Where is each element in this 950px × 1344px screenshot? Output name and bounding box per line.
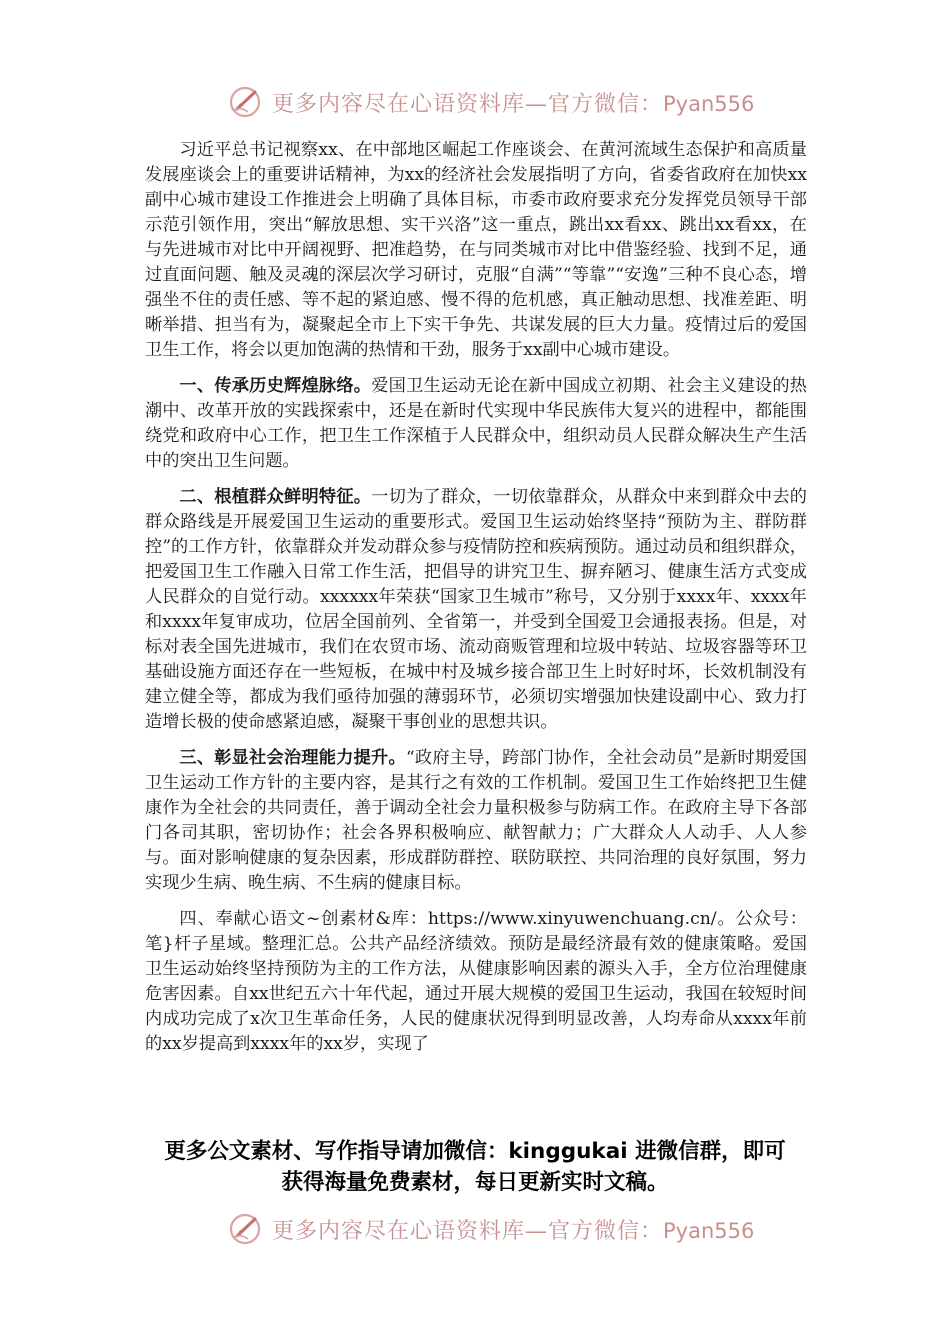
article-body [145, 138, 807, 1068]
section-1-text: 爱国卫生运动无论在新中国成立初期、社会主义建设的热潮中、改革开放的实践探索中，还是在新时代实现中华民族伟大复兴的进程中，都能围绕党和政府中心工作，把卫生工作深植于人民群众中，组织动员人民群众解决生产生活中的突出卫生问题。 [145, 376, 807, 471]
header-watermark [228, 83, 754, 121]
intro-paragraph: 习近平总书记视察xx、在中部地区崛起工作座谈会、在黄河流域生态保护和高质量发展座谈会上的重要讲话精神，为xx的经济社会发展指明了方向，省委省政府在加快xx副中心城市建设工作推进会上明确了具体目标，市委市政府要求充分发挥党员领导干部示范引领作用，突出“解放思想、实干兴洛”这一重点，跳出xx看xx、跳出xx看xx，在与先进城市对比中开阔视野、把准趋势，在与同类城市对比中借鉴经验、找到不足，通过直面问题、触及灵魂的深层次学习研讨，克服“自满”“等靠”“安逸”三种不良心态，增强坐不住的责任感、等不起的紧迫感、慢不得的危机感，真正触动思想、找准差距、明晰举措、担当有为，凝聚起全市上下实干争先、共谋发展的巨大力量。疫情过后的爱国卫生工作，将会以更加饱满的热情和干劲，服务于xx副中心城市建设。 [145, 140, 807, 360]
section-2-paragraph [145, 485, 807, 735]
watermark-wechat-id: Pyan556 [663, 91, 755, 116]
section-3-heading: 三、彰显社会治理能力提升。 [179, 748, 406, 768]
section-1-paragraph [145, 374, 807, 474]
section-2-heading: 二、根植群众鲜明特征。 [179, 487, 372, 507]
promo-line-2: 获得海量免费素材，每日更新实时文稿。 [281, 1170, 669, 1195]
footer-watermark [228, 1210, 754, 1248]
section-3-text: “政府主导，跨部门协作，全社会动员”是新时期爱国卫生运动工作方针的主要内容，是其行之有效的工作机制。爱国卫生工作始终把卫生健康作为全社会的共同责任，善于调动全社会力量积极参与防病工作。在政府主导下各部门各司其职，密切协作；社会各界积极响应、献智献力；广大群众人人动手、人人参与。面对影响健康的复杂因素，形成群防群控、联防联控、共同治理的良好氛围，努力实现少生病、晚生病、不生病的健康目标。 [145, 748, 807, 893]
pen-logo-icon [228, 1211, 264, 1247]
section-2-text: 一切为了群众，一切依靠群众，从群众中来到群众中去的群众路线是开展爱国卫生运动的重要形式。爱国卫生运动始终坚持“预防为主、群防群控”的工作方针，依靠群众并发动群众参与疫情防控和疾病预防。通过动员和组织群众，把爱国卫生工作融入日常工作生活，把倡导的讲究卫生、摒弃陋习、健康生活方式变成人民群众的自觉行动。xxxxxx年荣获“国家卫生城市”称号，又分别于xxxx年、xxxx年和xxxx年复审成功，位居全国前列、全省第一，并受到全国爱卫会通报表扬。但是，对标对表全国先进城市，我们在农贸市场、流动商贩管理和垃圾中转站、垃圾容器等环卫基础设施方面还存在一些短板，在城中村及城乡接合部卫生上时好时坏，长效机制没有建立健全等，都成为我们亟待加强的薄弱环节，必须切实增强加快建设副中心、致力打造增长极的使命感紧迫感，凝聚干事创业的思想共识。 [145, 487, 807, 732]
watermark-text: 更多内容尽在心语资料库—官方微信：Pyan556 [272, 1218, 755, 1244]
section-4-paragraph: 四、奉献心语文~创素材&库：https://www.xinyuwenchuang.cn/。公众号：笔}杆子星域。整理汇总。公共产品经济绩效。预防是最经济最有效的健康策略。爱国卫生运动始终坚持预防为主的工作方法，从健康影响因素的源头入手，全方位治理健康危害因素。自xx世纪五六十年代起，通过开展大规模的爱国卫生运动，我国在较短时间内成功完成了x次卫生革命任务，人民的健康状况得到明显改善，人均寿命从xxxx年前的xx岁提高到xxxx年的xx岁，实现了 [145, 909, 807, 1054]
promo-callout [120, 1136, 830, 1198]
section-3-paragraph [145, 746, 807, 896]
watermark-wechat-id: Pyan556 [663, 1218, 755, 1243]
promo-line-1: 更多公文素材、写作指导请加微信：kinggukai 进微信群，即可 [164, 1139, 786, 1164]
section-1-heading: 一、传承历史辉煌脉络。 [179, 376, 372, 396]
watermark-text: 更多内容尽在心语资料库—官方微信：Pyan556 [272, 91, 755, 117]
pen-logo-icon [228, 84, 264, 120]
